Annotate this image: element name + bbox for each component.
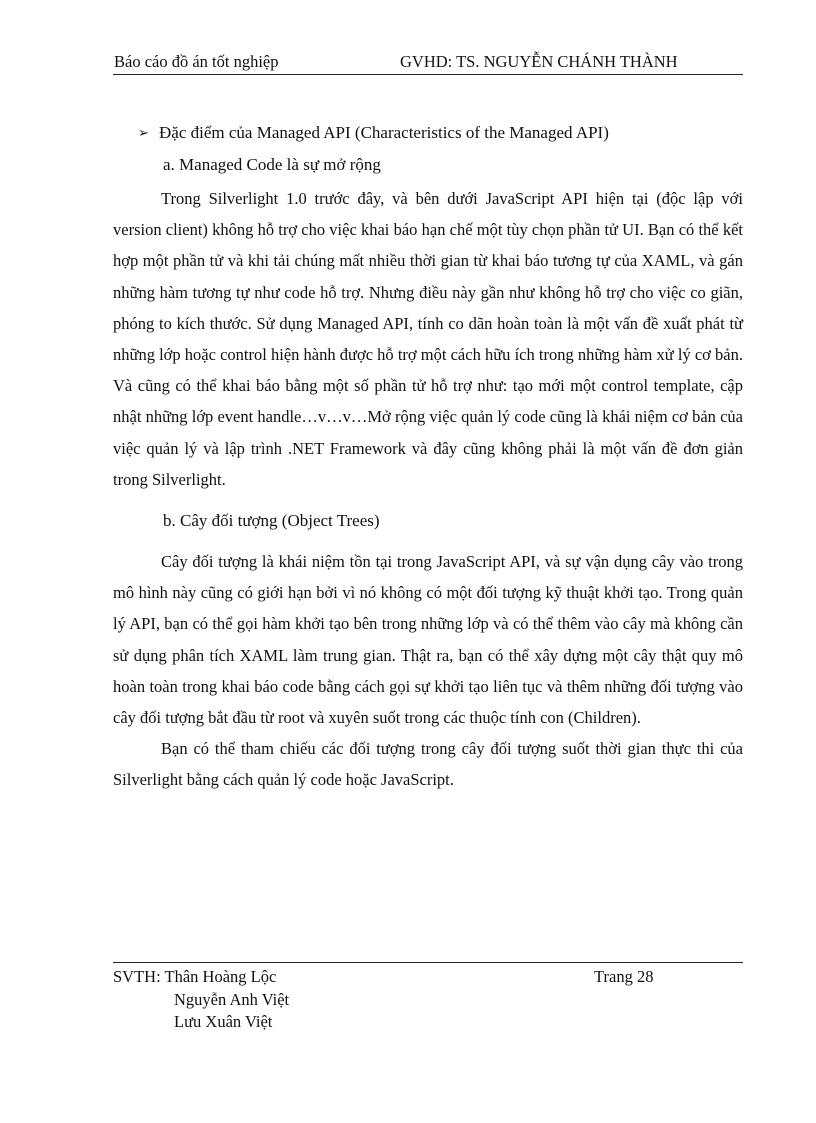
section-heading [138, 119, 743, 147]
header-report-title: Báo cáo đồ án tốt nghiệp [114, 52, 279, 71]
subheading-a: a. Managed Code là sự mở rộng [163, 155, 381, 174]
subheading-b: b. Cây đối tượng (Object Trees) [163, 511, 380, 531]
paragraph-object-trees: Cây đối tượng là khái niệm tồn tại trong JavaScript API, và sự vận dụng cây vào trong mô hình này cũng có giới hạn bởi vì nó không có một đối tượng kỹ thuật khởi tạo. Trong quản lý API, bạn có thể gọi hàm khởi tạo bên trong những lớp và có thể thêm vào cây mà không cần sử dụng phân tích XAML làm trung gian. Thật ra, bạn có thể xây dựng một cây thật quy mô hoàn toàn trong khai báo code bằng cách gọi sự khởi tạo liên tục và thêm những đối tượng vào cây đối tượng bắt đầu từ root và xuyên suốt trong các thuộc tính con (Children). [113, 552, 743, 728]
page-body [113, 119, 743, 796]
page-number: Trang 28 [594, 967, 654, 986]
footer-student-3: Lưu Xuân Việt [174, 1012, 273, 1031]
arrow-bullet-icon: ➢ [138, 125, 149, 140]
section-heading-text: Đặc điểm của Managed API (Characteristics of the Managed API) [159, 123, 609, 142]
paragraph-object-reference: Bạn có thể tham chiếu các đối tượng trong cây đối tượng suốt thời gian thực thi của Silverlight bằng cách quản lý code hoặc JavaScript. [113, 739, 743, 790]
paragraph-managed-code: Trong Silverlight 1.0 trước đây, và bên dưới JavaScript API hiện tại (độc lập với version client) không hỗ trợ cho việc khai báo hạn chế một tùy chọn phần tử UI. Bạn có thể kết hợp một phần tử và khi tải chúng mất nhiều thời gian từ khai báo tương tự của XAML, và gán những hàm tương tự như code hỗ trợ. Nhưng điều này gần như không hỗ trợ cho việc co giãn, phóng to kích thước. Sử dụng Managed API, tính co dãn hoàn toàn là một vấn đề xuất phát từ những lớp hoặc control hiện hành được hỗ trợ một cách hữu ích trong những hàm xử lý cơ bản. Và cũng có thể khai báo bằng một số phần tử hỗ trợ như: tạo mới một control template, cập nhật những lớp event handle…v…v…Mở rộng việc quản lý code cũng là khái niệm cơ bản của việc quản lý và lập trình .NET Framework và đây cũng không phải là một vấn đề đơn giản trong Silverlight. [113, 189, 743, 489]
page-header [113, 52, 743, 75]
footer-student-1: SVTH: Thân Hoàng Lộc [113, 967, 277, 986]
header-advisor: GVHD: TS. NGUYỄN CHÁNH THÀNH [400, 52, 678, 71]
footer-student-2: Nguyễn Anh Việt [174, 990, 290, 1009]
page-footer [113, 962, 743, 1031]
